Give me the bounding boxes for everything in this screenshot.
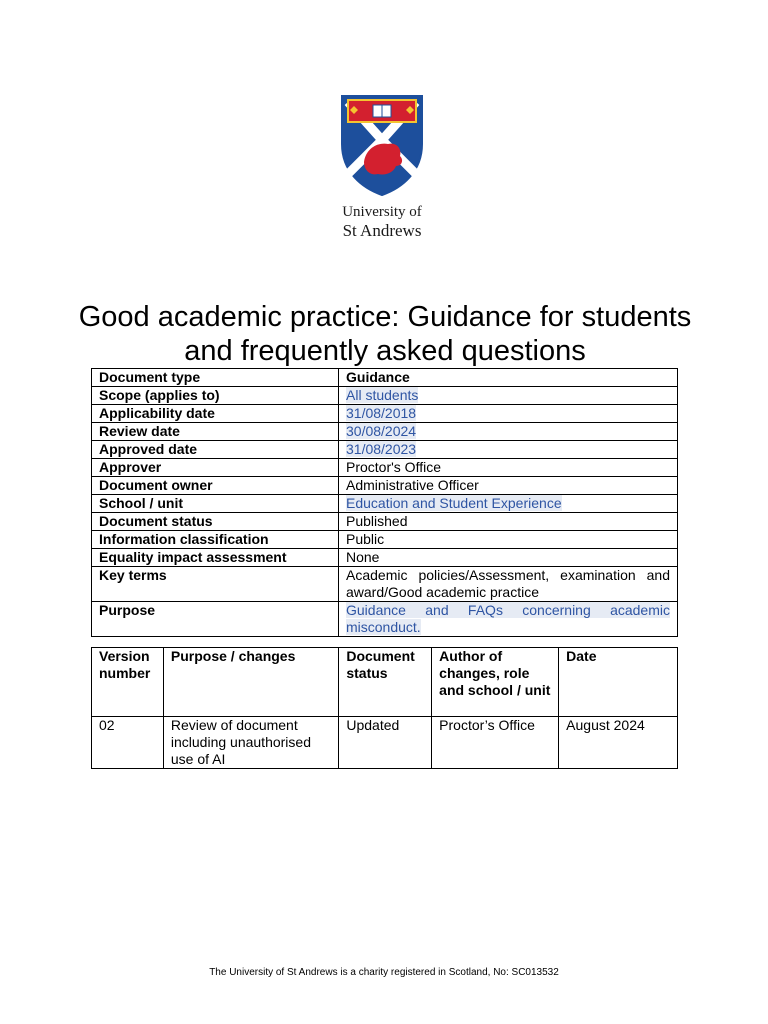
meta-row xyxy=(92,477,678,495)
meta-value-link[interactable]: 31/08/2018 xyxy=(346,405,417,421)
meta-row xyxy=(92,459,678,477)
meta-value: Public xyxy=(339,531,678,549)
meta-row xyxy=(92,495,678,513)
meta-value-link[interactable]: Guidance and FAQs concerning academic misconduct. xyxy=(346,602,670,635)
meta-value: Academic policies/Assessment, examination and award/Good academic practice xyxy=(339,567,678,602)
meta-key: Review date xyxy=(92,423,339,441)
meta-key: Information classification xyxy=(92,531,339,549)
meta-key: Equality impact assessment xyxy=(92,549,339,567)
meta-key: Purpose xyxy=(92,602,339,637)
meta-value xyxy=(339,423,678,441)
meta-key: Document status xyxy=(92,513,339,531)
version-cell: Review of document including unauthorised use of AI xyxy=(163,717,338,769)
university-name-line2: St Andrews xyxy=(342,221,422,240)
meta-row xyxy=(92,405,678,423)
meta-key: Document owner xyxy=(92,477,339,495)
version-header-row xyxy=(92,648,678,717)
meta-value-link[interactable]: Education and Student Experience xyxy=(346,495,562,511)
meta-value xyxy=(339,602,678,637)
meta-value: Published xyxy=(339,513,678,531)
university-name-line1: University of xyxy=(342,204,422,220)
version-cell: August 2024 xyxy=(559,717,678,769)
footer-charity-notice: The University of St Andrews is a charity registered in Scotland, No: SC013532 xyxy=(209,967,559,978)
meta-value-link[interactable]: 31/08/2023 xyxy=(346,441,417,457)
meta-key: Approved date xyxy=(92,441,339,459)
version-history-table xyxy=(91,647,678,769)
page-title xyxy=(40,300,730,368)
meta-row xyxy=(92,602,678,637)
version-header-cell: Date xyxy=(559,648,678,717)
meta-row xyxy=(92,531,678,549)
meta-key: Document type xyxy=(92,369,339,387)
meta-value: Proctor's Office xyxy=(339,459,678,477)
meta-value xyxy=(339,405,678,423)
version-cell: 02 xyxy=(92,717,164,769)
meta-value-link[interactable]: 30/08/2024 xyxy=(346,423,417,439)
version-header-cell: Purpose / changes xyxy=(163,648,338,717)
meta-row xyxy=(92,513,678,531)
meta-key: Key terms xyxy=(92,567,339,602)
meta-row xyxy=(92,441,678,459)
meta-key: Scope (applies to) xyxy=(92,387,339,405)
meta-value xyxy=(339,441,678,459)
version-header-cell: Document status xyxy=(339,648,432,717)
meta-value xyxy=(339,387,678,405)
meta-key: School / unit xyxy=(92,495,339,513)
document-metadata-table xyxy=(91,368,678,637)
version-header-cell: Author of changes, role and school / unit xyxy=(432,648,559,717)
meta-key: Approver xyxy=(92,459,339,477)
meta-value-link[interactable]: All students xyxy=(346,387,419,403)
university-logo xyxy=(330,92,434,238)
title-line-2: and frequently asked questions xyxy=(184,335,586,367)
meta-value xyxy=(339,495,678,513)
title-line-1: Good academic practice: Guidance for students xyxy=(78,301,692,333)
meta-value: Guidance xyxy=(339,369,678,387)
meta-row xyxy=(92,369,678,387)
version-cell: Updated xyxy=(339,717,432,769)
version-header-cell: Version number xyxy=(92,648,164,717)
university-crest-icon xyxy=(338,92,426,198)
meta-key: Applicability date xyxy=(92,405,339,423)
meta-row xyxy=(92,387,678,405)
meta-value: Administrative Officer xyxy=(339,477,678,495)
meta-row xyxy=(92,567,678,602)
version-cell: Proctor’s Office xyxy=(432,717,559,769)
meta-value: None xyxy=(339,549,678,567)
version-row xyxy=(92,717,678,769)
meta-row xyxy=(92,423,678,441)
meta-row xyxy=(92,549,678,567)
